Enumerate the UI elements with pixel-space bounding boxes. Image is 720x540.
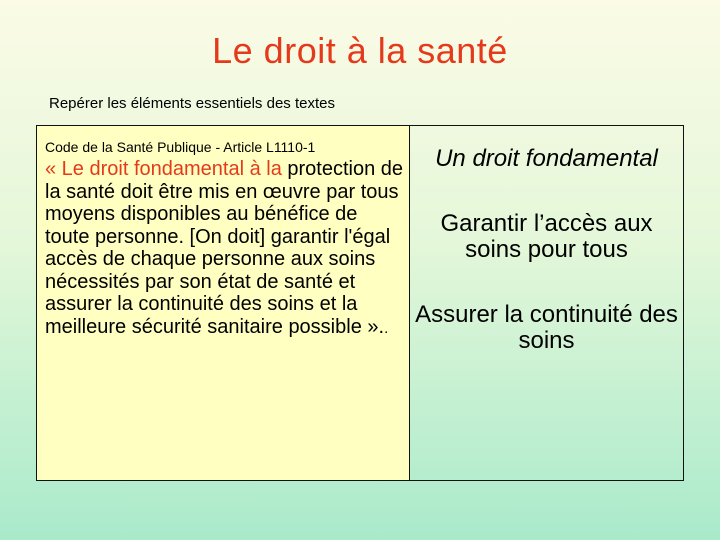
key-point-fundamental-right: Un droit fondamental: [435, 145, 658, 172]
key-point-continuity-of-care: Assurer la continuité des soins: [415, 301, 678, 354]
slide-subtitle: Repérer les éléments essentiels des textes: [49, 95, 335, 112]
quote-opening: « Le droit fondamental à la: [45, 158, 282, 180]
quote-text: [45, 158, 407, 340]
key-points-panel: [410, 126, 683, 480]
key-point-access-to-care: Garantir l’accès aux soins pour tous: [440, 210, 653, 263]
content-table: [36, 125, 684, 481]
slide-title: Le droit à la santé: [212, 30, 508, 71]
source-reference: Code de la Santé Publique - Article L1110-1: [45, 139, 316, 155]
quote-body: protection de la santé doit être mis en œuvre par tous moyens disponibles au bénéfice de toute personne. [On doit] garantir l'égal accès de chaque personne aux soins nécessités par son état de santé et assurer la continuité des soins et la meilleure sécurité sanitaire possible ».: [45, 158, 404, 338]
excerpt-panel: [37, 126, 410, 480]
quote-end-mark: .: [384, 319, 389, 337]
